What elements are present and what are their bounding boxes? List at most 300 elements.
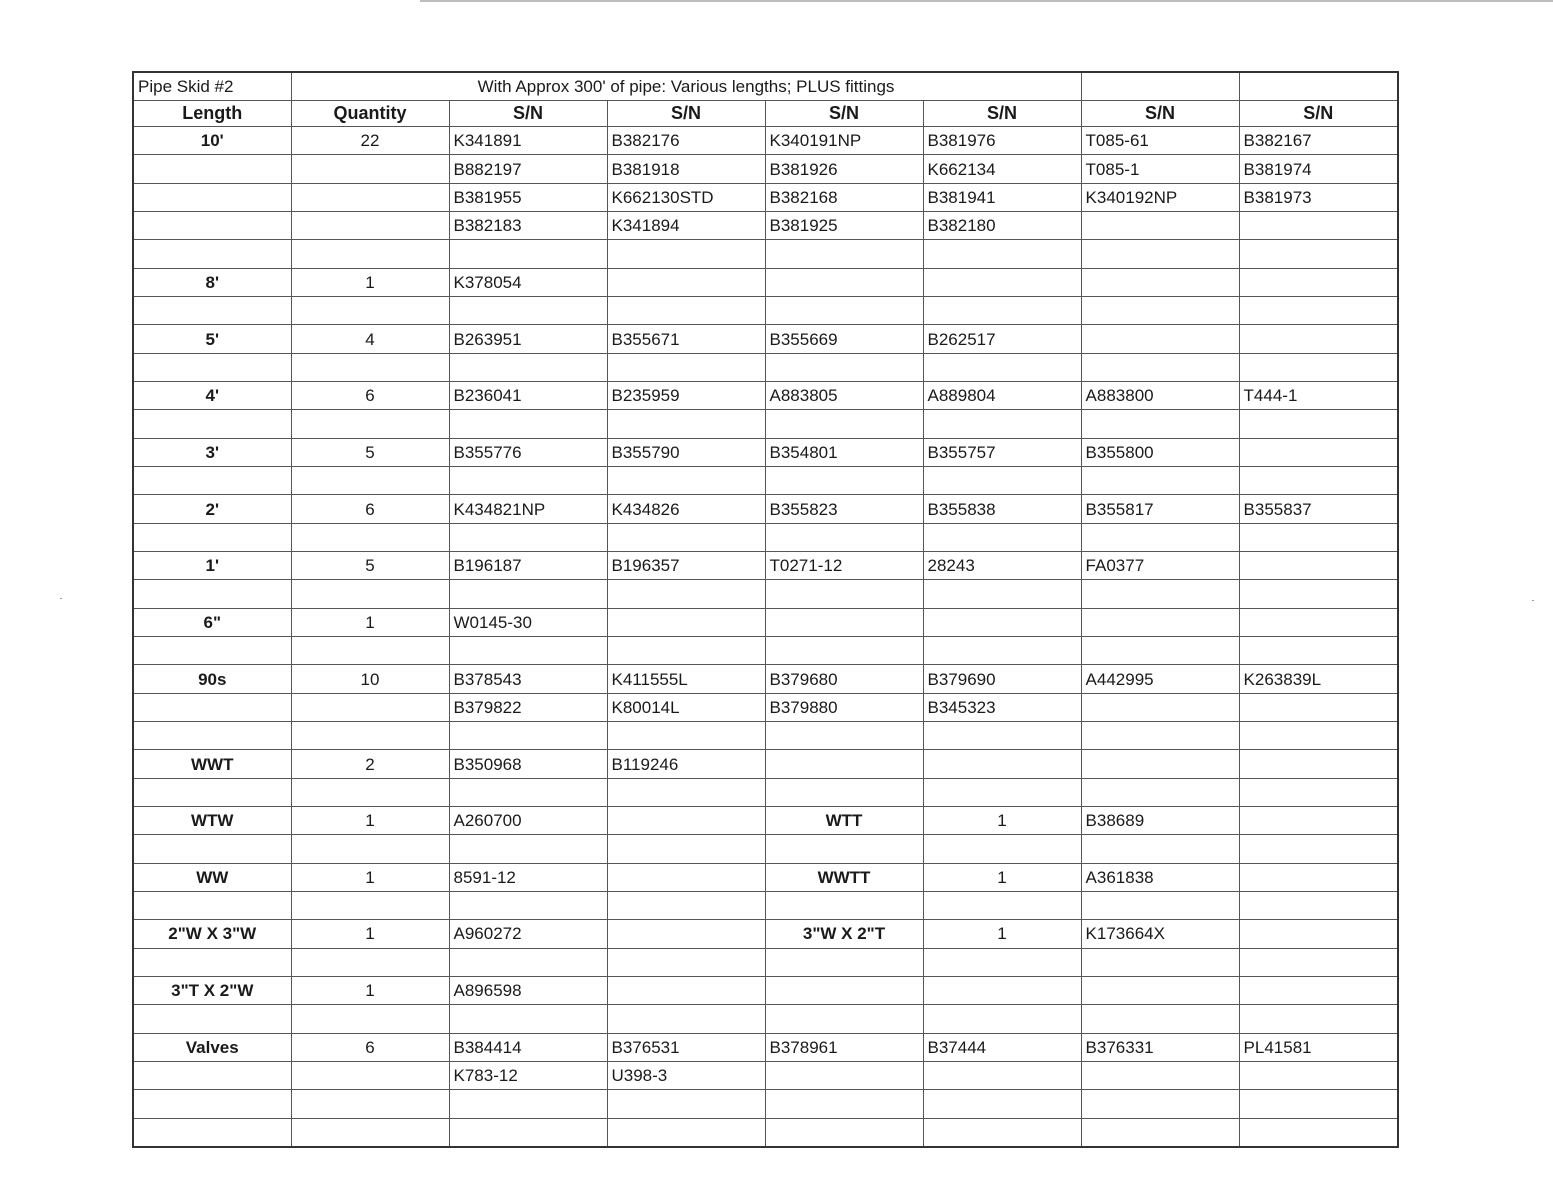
table-row: [133, 863, 1398, 891]
sn-cell: [1239, 410, 1398, 438]
quantity-cell: 22: [291, 127, 449, 155]
header-row: [133, 100, 1398, 126]
quantity-cell: 6: [291, 382, 449, 410]
sn-cell: [607, 807, 765, 835]
sn-cell: [1239, 467, 1398, 495]
sn-cell: [765, 240, 923, 268]
sn-cell: B355817: [1081, 495, 1239, 523]
length-cell: [133, 240, 291, 268]
sn-cell: [1239, 297, 1398, 325]
sn-cell: A960272: [449, 920, 607, 948]
sn-cell: B355837: [1239, 495, 1398, 523]
quantity-cell: 6: [291, 1033, 449, 1061]
fitting-label-cell: WWTT: [765, 863, 923, 891]
fitting-quantity-cell: 1: [923, 863, 1081, 891]
table-row: [133, 835, 1398, 863]
sn-cell: [1081, 722, 1239, 750]
sn-cell: [765, 976, 923, 1004]
length-cell: [133, 353, 291, 381]
sn-cell: [1081, 1090, 1239, 1118]
length-cell: [133, 155, 291, 183]
quantity-cell: [291, 693, 449, 721]
sn-cell: [923, 353, 1081, 381]
sn-cell: B378543: [449, 665, 607, 693]
sn-cell: [1239, 580, 1398, 608]
pipe-skid-table: [132, 71, 1399, 1148]
sn-cell: B263951: [449, 325, 607, 353]
scan-speck: [1532, 600, 1534, 601]
sn-cell: B37444: [923, 1033, 1081, 1061]
sn-cell: FA0377: [1081, 552, 1239, 580]
quantity-cell: [291, 212, 449, 240]
table-row: [133, 892, 1398, 920]
sn-cell: B355669: [765, 325, 923, 353]
sn-cell: [607, 976, 765, 1004]
quantity-cell: 5: [291, 438, 449, 466]
sn-cell: A442995: [1081, 665, 1239, 693]
quantity-cell: [291, 297, 449, 325]
sn-cell: [1239, 1061, 1398, 1089]
header-sn: S/N: [923, 100, 1081, 126]
sn-cell: B350968: [449, 750, 607, 778]
length-cell: [133, 637, 291, 665]
sn-cell: [449, 467, 607, 495]
quantity-cell: 10: [291, 665, 449, 693]
sn-cell: A889804: [923, 382, 1081, 410]
length-cell: 4': [133, 382, 291, 410]
sn-cell: [765, 523, 923, 551]
fitting-quantity-cell: 1: [923, 920, 1081, 948]
sn-cell: [765, 297, 923, 325]
sn-cell: [607, 835, 765, 863]
sn-cell: B381976: [923, 127, 1081, 155]
sn-cell: B379690: [923, 665, 1081, 693]
quantity-cell: 4: [291, 325, 449, 353]
sn-cell: [607, 467, 765, 495]
sn-cell: [607, 637, 765, 665]
sn-cell: [1239, 976, 1398, 1004]
table-row: [133, 410, 1398, 438]
sn-cell: [607, 353, 765, 381]
table-row: [133, 693, 1398, 721]
sn-cell: [607, 948, 765, 976]
length-cell: 1': [133, 552, 291, 580]
sn-cell: [765, 608, 923, 636]
quantity-cell: [291, 835, 449, 863]
sn-cell: [449, 410, 607, 438]
length-cell: 5': [133, 325, 291, 353]
quantity-cell: [291, 467, 449, 495]
quantity-cell: [291, 183, 449, 211]
blank-cell: [1239, 72, 1398, 100]
sn-cell: [1239, 523, 1398, 551]
length-cell: [133, 722, 291, 750]
title-row: [133, 72, 1398, 100]
table-row: [133, 552, 1398, 580]
sn-cell: W0145-30: [449, 608, 607, 636]
quantity-cell: [291, 722, 449, 750]
sn-cell: B382183: [449, 212, 607, 240]
sn-cell: B378961: [765, 1033, 923, 1061]
sn-cell: [1239, 552, 1398, 580]
sn-cell: [1081, 410, 1239, 438]
sn-cell: [765, 948, 923, 976]
quantity-cell: 5: [291, 552, 449, 580]
quantity-cell: [291, 948, 449, 976]
sn-cell: K434821NP: [449, 495, 607, 523]
length-cell: 2"W X 3"W: [133, 920, 291, 948]
sn-cell: B354801: [765, 438, 923, 466]
sn-cell: A361838: [1081, 863, 1239, 891]
quantity-cell: [291, 1090, 449, 1118]
header-length: Length: [133, 100, 291, 126]
length-cell: WW: [133, 863, 291, 891]
sn-cell: [765, 1118, 923, 1147]
table-row: [133, 212, 1398, 240]
quantity-cell: 1: [291, 976, 449, 1004]
length-cell: [133, 410, 291, 438]
sn-cell: [1081, 353, 1239, 381]
length-cell: WWT: [133, 750, 291, 778]
sn-cell: [923, 580, 1081, 608]
sn-cell: [607, 240, 765, 268]
sn-cell: [923, 1118, 1081, 1147]
length-cell: [133, 1090, 291, 1118]
table-row: [133, 467, 1398, 495]
sn-cell: B119246: [607, 750, 765, 778]
sn-cell: [1081, 976, 1239, 1004]
table-row: [133, 268, 1398, 296]
length-cell: [133, 297, 291, 325]
sn-cell: B345323: [923, 693, 1081, 721]
length-cell: 8': [133, 268, 291, 296]
length-cell: [133, 948, 291, 976]
sn-cell: [449, 1118, 607, 1147]
quantity-cell: [291, 892, 449, 920]
sn-cell: [607, 297, 765, 325]
quantity-cell: [291, 1118, 449, 1147]
sn-cell: [1081, 297, 1239, 325]
sn-cell: [1239, 240, 1398, 268]
sn-cell: [607, 523, 765, 551]
sn-cell: K173664X: [1081, 920, 1239, 948]
table-row: [133, 722, 1398, 750]
header-sn: S/N: [449, 100, 607, 126]
sn-cell: B355776: [449, 438, 607, 466]
sn-cell: [607, 608, 765, 636]
sn-cell: B384414: [449, 1033, 607, 1061]
header-sn: S/N: [1239, 100, 1398, 126]
sn-cell: [923, 948, 1081, 976]
header-sn: S/N: [765, 100, 923, 126]
sn-cell: [1239, 637, 1398, 665]
sn-cell: K341894: [607, 212, 765, 240]
sn-cell: [1239, 948, 1398, 976]
table-row: [133, 127, 1398, 155]
length-cell: 3': [133, 438, 291, 466]
sn-cell: B236041: [449, 382, 607, 410]
quantity-cell: [291, 353, 449, 381]
sn-cell: K263839L: [1239, 665, 1398, 693]
sn-cell: T0271-12: [765, 552, 923, 580]
length-cell: WTW: [133, 807, 291, 835]
table-row: [133, 155, 1398, 183]
length-cell: [133, 580, 291, 608]
sn-cell: [449, 948, 607, 976]
sn-cell: [1081, 693, 1239, 721]
sn-cell: [1239, 722, 1398, 750]
sn-cell: [923, 523, 1081, 551]
sn-cell: [923, 410, 1081, 438]
sn-cell: [1239, 807, 1398, 835]
sn-cell: [1081, 212, 1239, 240]
sn-cell: [607, 1090, 765, 1118]
sn-cell: [449, 353, 607, 381]
sn-cell: B379822: [449, 693, 607, 721]
sn-cell: K411555L: [607, 665, 765, 693]
sn-cell: B262517: [923, 325, 1081, 353]
sn-cell: T085-1: [1081, 155, 1239, 183]
sn-cell: K80014L: [607, 693, 765, 721]
sn-cell: B382167: [1239, 127, 1398, 155]
sn-cell: [449, 778, 607, 806]
sn-cell: B38689: [1081, 807, 1239, 835]
sn-cell: B355838: [923, 495, 1081, 523]
sn-cell: [449, 240, 607, 268]
sn-cell: PL41581: [1239, 1033, 1398, 1061]
sn-cell: B355823: [765, 495, 923, 523]
sn-cell: [1239, 920, 1398, 948]
sn-cell: [1239, 1005, 1398, 1033]
sn-cell: [765, 580, 923, 608]
quantity-cell: [291, 410, 449, 438]
quantity-cell: 1: [291, 920, 449, 948]
table-row: [133, 382, 1398, 410]
sn-cell: [449, 580, 607, 608]
length-cell: [133, 467, 291, 495]
sn-cell: [1239, 750, 1398, 778]
quantity-cell: [291, 580, 449, 608]
sheet-title: Pipe Skid #2: [133, 72, 291, 100]
sn-cell: [1239, 778, 1398, 806]
sn-cell: [923, 297, 1081, 325]
sn-cell: [1239, 268, 1398, 296]
sn-cell: B355671: [607, 325, 765, 353]
sn-cell: B382168: [765, 183, 923, 211]
sn-cell: [1081, 637, 1239, 665]
table-row: [133, 1005, 1398, 1033]
sn-cell: K341891: [449, 127, 607, 155]
sn-cell: K783-12: [449, 1061, 607, 1089]
sn-cell: [765, 353, 923, 381]
sn-cell: K340191NP: [765, 127, 923, 155]
sn-cell: [1239, 693, 1398, 721]
sn-cell: [765, 268, 923, 296]
sn-cell: [607, 722, 765, 750]
sn-cell: [607, 580, 765, 608]
table-row: [133, 948, 1398, 976]
sn-cell: [1081, 778, 1239, 806]
sn-cell: B381926: [765, 155, 923, 183]
sn-cell: B381925: [765, 212, 923, 240]
sn-cell: [449, 1090, 607, 1118]
table-row: [133, 325, 1398, 353]
sn-cell: [1239, 892, 1398, 920]
sn-cell: B381941: [923, 183, 1081, 211]
sn-cell: 28243: [923, 552, 1081, 580]
sn-cell: [1239, 835, 1398, 863]
sn-cell: [765, 410, 923, 438]
quantity-cell: 2: [291, 750, 449, 778]
sn-cell: [1081, 835, 1239, 863]
table-row: [133, 750, 1398, 778]
fitting-label-cell: 3"W X 2"T: [765, 920, 923, 948]
blank-cell: [1081, 72, 1239, 100]
sn-cell: B355757: [923, 438, 1081, 466]
table-row: [133, 608, 1398, 636]
sn-cell: [1239, 1118, 1398, 1147]
sn-cell: [1239, 1090, 1398, 1118]
sn-cell: [765, 1005, 923, 1033]
sn-cell: [765, 467, 923, 495]
sn-cell: A883800: [1081, 382, 1239, 410]
fitting-label-cell: WTT: [765, 807, 923, 835]
sn-cell: [765, 637, 923, 665]
sn-cell: [765, 1090, 923, 1118]
sn-cell: [1081, 948, 1239, 976]
sn-cell: K434826: [607, 495, 765, 523]
table-row: [133, 353, 1398, 381]
header-sn: S/N: [1081, 100, 1239, 126]
sn-cell: [1081, 750, 1239, 778]
sn-cell: [1239, 325, 1398, 353]
sn-cell: [449, 523, 607, 551]
sn-cell: [1239, 353, 1398, 381]
sn-cell: B235959: [607, 382, 765, 410]
sn-cell: [1081, 580, 1239, 608]
table-row: [133, 778, 1398, 806]
length-cell: [133, 1118, 291, 1147]
sn-cell: [923, 976, 1081, 1004]
sn-cell: [1081, 240, 1239, 268]
quantity-cell: [291, 1061, 449, 1089]
sn-cell: [607, 892, 765, 920]
quantity-cell: [291, 240, 449, 268]
length-cell: [133, 693, 291, 721]
sn-cell: [607, 1118, 765, 1147]
length-cell: [133, 1005, 291, 1033]
sn-cell: [1081, 325, 1239, 353]
sn-cell: T444-1: [1239, 382, 1398, 410]
table-row: [133, 637, 1398, 665]
sn-cell: [923, 467, 1081, 495]
table-row: [133, 1118, 1398, 1147]
quantity-cell: [291, 637, 449, 665]
sn-cell: [449, 1005, 607, 1033]
sn-cell: [1239, 212, 1398, 240]
sn-cell: B381918: [607, 155, 765, 183]
sn-cell: [923, 750, 1081, 778]
table-row: [133, 920, 1398, 948]
sn-cell: B355790: [607, 438, 765, 466]
sn-cell: B355800: [1081, 438, 1239, 466]
sn-cell: [765, 778, 923, 806]
sn-cell: [923, 268, 1081, 296]
sn-cell: B381955: [449, 183, 607, 211]
sn-cell: [923, 722, 1081, 750]
sn-cell: B381973: [1239, 183, 1398, 211]
length-cell: 3"T X 2"W: [133, 976, 291, 1004]
sn-cell: [449, 722, 607, 750]
sn-cell: [607, 410, 765, 438]
sn-cell: B379680: [765, 665, 923, 693]
sn-cell: [1239, 863, 1398, 891]
quantity-cell: 1: [291, 863, 449, 891]
sn-cell: [923, 608, 1081, 636]
sn-cell: B376331: [1081, 1033, 1239, 1061]
sn-cell: [765, 835, 923, 863]
sn-cell: [923, 835, 1081, 863]
sn-cell: [765, 722, 923, 750]
sn-cell: 8591-12: [449, 863, 607, 891]
sn-cell: B381974: [1239, 155, 1398, 183]
table-row: [133, 1090, 1398, 1118]
table-row: [133, 665, 1398, 693]
sn-cell: [1239, 438, 1398, 466]
sn-cell: [1081, 268, 1239, 296]
sn-cell: [1081, 1061, 1239, 1089]
table-row: [133, 523, 1398, 551]
sn-cell: [607, 863, 765, 891]
sn-cell: B379880: [765, 693, 923, 721]
sn-cell: [923, 778, 1081, 806]
sn-cell: [923, 240, 1081, 268]
sn-cell: T085-61: [1081, 127, 1239, 155]
table-row: [133, 438, 1398, 466]
sn-cell: B382180: [923, 212, 1081, 240]
length-cell: [133, 523, 291, 551]
sn-cell: B376531: [607, 1033, 765, 1061]
table-row: [133, 495, 1398, 523]
table-row: [133, 297, 1398, 325]
quantity-cell: [291, 778, 449, 806]
sn-cell: [923, 1005, 1081, 1033]
quantity-cell: [291, 523, 449, 551]
length-cell: [133, 892, 291, 920]
table-row: [133, 1061, 1398, 1089]
sn-cell: [923, 637, 1081, 665]
sn-cell: [923, 1090, 1081, 1118]
sn-cell: A883805: [765, 382, 923, 410]
length-cell: 90s: [133, 665, 291, 693]
sn-cell: [1239, 608, 1398, 636]
sn-cell: B196187: [449, 552, 607, 580]
length-cell: 6": [133, 608, 291, 636]
sn-cell: [1081, 467, 1239, 495]
sn-cell: [1081, 523, 1239, 551]
sn-cell: B196357: [607, 552, 765, 580]
length-cell: 10': [133, 127, 291, 155]
quantity-cell: 1: [291, 268, 449, 296]
quantity-cell: 1: [291, 807, 449, 835]
table-row: [133, 976, 1398, 1004]
sn-cell: [923, 1061, 1081, 1089]
length-cell: [133, 835, 291, 863]
sn-cell: [449, 835, 607, 863]
sn-cell: K662134: [923, 155, 1081, 183]
scan-speck: [60, 598, 62, 599]
sn-cell: K378054: [449, 268, 607, 296]
